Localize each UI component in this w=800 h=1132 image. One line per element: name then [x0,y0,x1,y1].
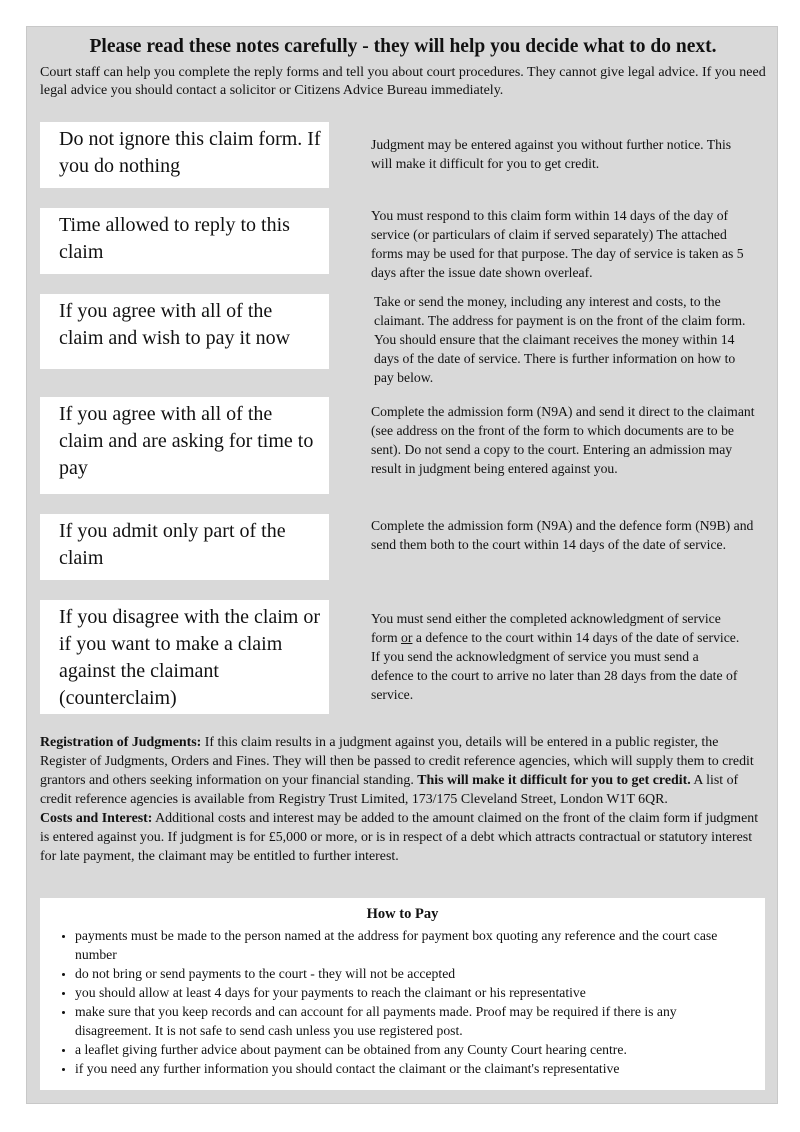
notes-panel [26,26,778,1104]
registration-section [40,733,768,866]
credit-warning: This will make it difficult for you to get credit. [417,773,691,788]
how-to-pay-list [40,926,765,1078]
list-item: • if you need any further information you should contact the claimant or the claimant's representative [75,1059,755,1078]
row-text-1: Judgment may be entered against you without further notice. This will make it difficult for you to get credit. [371,137,732,171]
row-heading-5: If you admit only part of the claim [40,514,329,580]
row-heading-1: Do not ignore this claim form. If you do nothing [40,122,329,188]
row-text-4: Complete the admission form (N9A) and send it direct to the claimant (see address on the front of the form to which documents are to be sent). Do not send a copy to the court. Entering an admission may result in judgment being entered against you. [371,404,755,476]
row-text-5: Complete the admission form (N9A) and the defence form (N9B) and send them both to the court within 14 days of the date of service. [371,518,754,552]
row-text-2: You must respond to this claim form within 14 days of the day of service (or particulars of claim if served separately) The attached forms may be used for that purpose. The day of service is taken as 5 days after the issue date shown overleaf. [371,208,744,280]
list-item: • a leaflet giving further advice about payment can be obtained from any County Court hearing centre. [75,1040,755,1059]
row-heading-2: Time allowed to reply to this claim [40,208,329,274]
row-text-3: Take or send the money, including any interest and costs, to the claimant. The address for payment is on the front of the claim form. You should ensure that the claimant receives the money within 14 days of the date of service. There is further information on how to pay below. [374,294,746,385]
registration-paragraph: Registration of Judgments: If this claim results in a judgment against you, details will be entered in a public register, the Register of Judgments, Orders and Fines. They will then be passed to credit reference agencies, which will supply them to credit grantors and others seeking information on your financial standing. This will make it difficult for you to get credit. A list of credit reference agencies is available from Registry Trust Limited, 173/175 Cleveland Street, London W1T 6QR. [40,735,754,807]
list-item: • payments must be made to the person named at the address for payment box quoting any reference and the court case number [75,926,755,964]
page-title: Please read these notes carefully - they will help you decide what to do next. [89,36,717,57]
costs-paragraph: Costs and Interest: Additional costs and interest may be added to the amount claimed on the front of the claim form if judgment is entered against you. If judgment is for £5,000 or more, or is in respect of a debt which attracts contractual or statutory interest for late payment, the claimant may be entitled to further interest. [40,811,759,864]
row-heading-3: If you agree with all of the claim and wish to pay it now [40,294,329,369]
how-to-pay-box [40,898,765,1090]
row-heading-6: If you disagree with the claim or if you want to make a claim against the claimant (counterclaim) [40,600,329,714]
intro-text: Court staff can help you complete the reply forms and tell you about court procedures. They cannot give legal advice. If you need legal advice you should contact a solicitor or Citizens Advice Bureau immediately. [40,65,766,98]
list-item: • you should allow at least 4 days for your payments to reach the claimant or his representative [75,983,755,1002]
row-heading-4: If you agree with all of the claim and are asking for time to pay [40,397,329,494]
list-item: • make sure that you keep records and can account for all payments made. Proof may be required if there is any disagreement. It is not safe to send cash unless you use registered post. [75,1002,755,1040]
how-to-pay-title: How to Pay [366,906,439,922]
underlined-or: or [401,630,413,645]
registration-label: Registration of Judgments: [40,735,202,750]
row-text-6: You must send either the completed acknowledgment of service form or a defence to the court within 14 days of the date of service. If you send the acknowledgment of service you must send a defence to the court to arrive no later than 28 days from the date of service. [371,611,740,702]
costs-label: Costs and Interest: [40,811,153,826]
list-item: • do not bring or send payments to the court - they will not be accepted [75,964,755,983]
